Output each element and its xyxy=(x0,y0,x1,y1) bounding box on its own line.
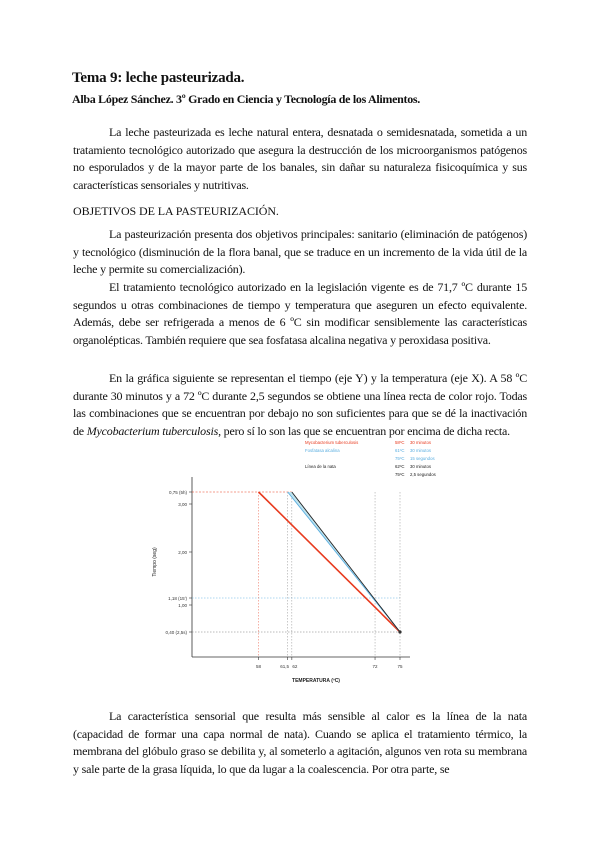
legend-time: 15 segundos xyxy=(410,456,435,461)
author-line: Alba López Sánchez. 3º Grado en Ciencia y Tecnología de los Alimentos. xyxy=(72,92,420,106)
species-name: Mycobacterium tuberculosis xyxy=(86,423,219,438)
y-tick-label: 0,40 (2,5s) xyxy=(165,630,187,635)
legend-label: Línea de la nata xyxy=(305,464,336,469)
legend-label: Fosfatasa alcalina xyxy=(305,448,340,453)
legend-time: 30 minutos xyxy=(410,464,432,469)
legend-temp: 58ºC xyxy=(395,440,405,445)
page-title: Tema 9: leche pasteurizada. xyxy=(72,70,245,86)
x-tick-label: 62 xyxy=(292,664,298,669)
bottom-paragraph: La característica sensorial que resulta más sensible al calor es la línea de la nata (capacidad de formar una capa normal de nata). Cuando se aplica el tratamiento térmico, la membrana del glóbulo graso se debilita y, al someterlo a agitación, algunos ven rota su membrana y sale parte de la grasa líquida, lo que da lugar a la coalescencia. Por otra parte, se xyxy=(73,709,527,776)
graph-description-paragraph xyxy=(73,370,527,440)
y-tick-label: 0,75 (5h) xyxy=(168,490,187,495)
y-tick-label: 3,00 xyxy=(178,502,187,507)
y-axis-title: Tiempo (seg) xyxy=(152,547,158,577)
graph-text-after: , pero sí lo son las que se encuentran por encima de dicha recta. xyxy=(218,423,510,438)
legend-temp: 75ºC xyxy=(395,456,405,461)
intro-paragraph: La leche pasteurizada es leche natural entera, desnatada o semidesnatada, sometida a un tratamiento tecnológico autorizado que asegura la destrucción de los microorganismos patógenos no esporulados y de la mayor parte de los banales, sin dañar su naturaleza fisicoquímica y sus características sensoriales y nutritivas. xyxy=(73,125,527,192)
legend-time: 30 minutos xyxy=(410,448,432,453)
graph-text-before: En la gráfica siguiente se representan el tiempo (eje Y) y la temperatura (eje X). A 58 ºC durante 30 minutos y a 72 ºC durante 2,5 segundos se obtiene una línea recta de color rojo. Todas las combinaciones que se encuentran por debajo no son suficientes para que se dé la inactivación de xyxy=(73,371,527,438)
legend-time: 30 minutos xyxy=(410,440,432,445)
x-tick-label: 58 xyxy=(256,664,262,669)
objectives-paragraph-2: El tratamiento tecnológico autorizado en la legislación vigente es de 71,7 ºC durante 15 segundos u otras combinaciones de tiempo y temperatura que aseguren un efecto equivalente. Además, debe ser refrigerada a menos de 6 ºC sin modificar sensiblemente las características organolépticas. También requiere que sea fosfatasa alcalina negativa y peroxidasa positiva. xyxy=(73,280,527,347)
legend-time: 2,5 segundos xyxy=(410,472,436,477)
pasteurization-chart xyxy=(110,432,490,692)
series-line-1 xyxy=(259,492,400,632)
legend-label: Mycobacterium tuberculosis xyxy=(305,440,359,445)
x-tick-label: 72 xyxy=(372,664,378,669)
legend-temp: 62ºC xyxy=(395,464,405,469)
end-point xyxy=(398,630,401,633)
objectives-paragraph-1: La pasteurización presenta dos objetivos principales: sanitario (eliminación de patógenos) y tecnológico (disminución de la flora banal, que se traduce en un incremento de la vida útil de la leche y permite su comercialización). xyxy=(73,227,527,276)
x-tick-label: 75 xyxy=(397,664,403,669)
legend-temp: 75ºC xyxy=(395,472,405,477)
y-tick-label: 1,00 xyxy=(178,603,187,608)
section-heading: OBJETIVOS DE LA PASTEURIZACIÓN. xyxy=(73,204,279,218)
series-line-2 xyxy=(288,492,400,632)
chart-svg xyxy=(110,432,490,692)
legend-temp: 61ºC xyxy=(395,448,405,453)
y-tick-label: 1,18 (15') xyxy=(168,596,187,601)
x-axis-title: TEMPERATURA (ºC) xyxy=(292,678,340,684)
y-tick-label: 2,00 xyxy=(178,550,187,555)
x-tick-label: 61,5 xyxy=(280,664,290,669)
series-line-3 xyxy=(292,492,400,632)
